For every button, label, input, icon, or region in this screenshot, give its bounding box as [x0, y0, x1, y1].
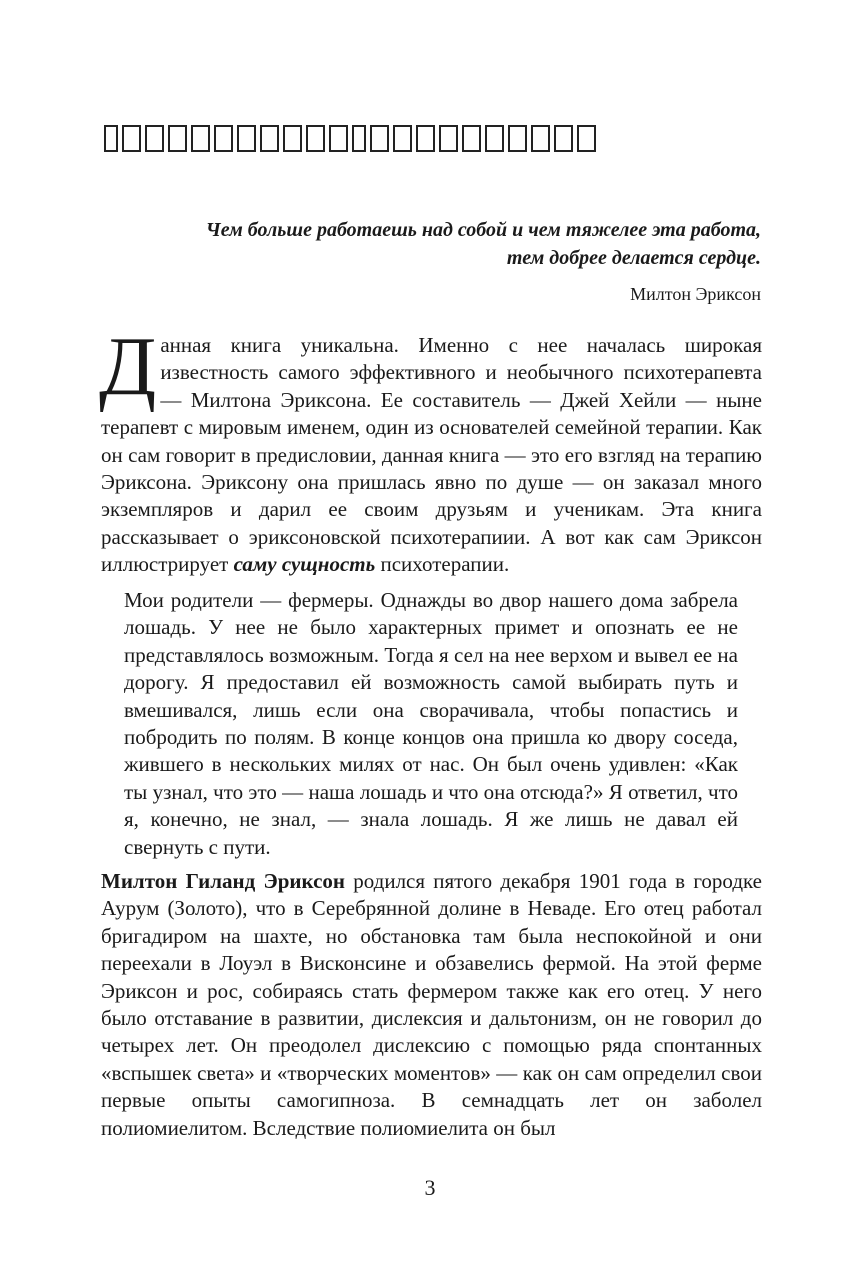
missing-glyph-box — [306, 125, 325, 152]
missing-glyph-box — [237, 125, 256, 152]
missing-glyph-box — [122, 125, 141, 152]
quote-block: Мои родители — фермеры. Однажды во двор нашего дома забрела лошадь. У нее не было характерных примет и опознать ее не представлялось возможным. Тогда я сел на нее верхом и вывел ее на дорогу. Я предоставил ей возможность самой выбирать путь и вмешивался, лишь если она сворачивала, чтобы попастись и побродить по полям. В конце концов она пришла ко двору соседа, жившего в нескольких милях от нас. Он был очень удивлен: «Как ты узнал, что это — наша лошадь и что она отсюда?» Я ответил, что я, конечно, не знал, — знала лошадь. Я же лишь не давал ей свернуть с пути. — [124, 588, 738, 859]
intro-paragraph — [99, 320, 762, 579]
epigraph-author: Милтон Эриксон — [630, 284, 761, 304]
missing-glyph-box — [531, 125, 550, 152]
missing-glyph-box — [283, 125, 302, 152]
missing-glyph-box — [352, 125, 366, 152]
missing-glyph-box — [329, 125, 348, 152]
missing-glyph-box — [370, 125, 389, 152]
epigraph-quote — [121, 216, 761, 272]
missing-glyph-box — [416, 125, 435, 152]
missing-glyph-box — [104, 125, 118, 152]
missing-glyph-box — [191, 125, 210, 152]
biography-name: Милтон Гиланд Эриксон — [101, 869, 346, 893]
intro-text-end: психотерапии. — [375, 552, 510, 577]
chapter-heading-missing-glyphs — [104, 122, 600, 152]
missing-glyph-box — [462, 125, 481, 152]
epigraph-quote-line-2: тем добрее делается сердце. — [506, 247, 761, 269]
biography-text: родился пятого декабря 1901 года в городке Аурум (Золото), что в Серебрянной долине в Неваде. Его отец работал бригадиром на шахте, но обстановка там была неспокойной и они переехали в Лоуэл в Висконсине и обзавелись фермой. На этой ферме Эриксон и рос, собираясь стать фермером также как его отец. У него было отставание в развитии, дислексия и дальтонизм, он не говорил до четырех лет. Он преодолел дислексию с помощью ряда спонтанных «вспышек света» и «творческих моментов» — как он сам определил свои первые опыты самогипноза. В семнадцать лет он заболел полиомиелитом. Вследствие полиомиелита он был — [101, 869, 763, 1140]
intro-text: анная книга уникальна. Именно с нее началась широкая известность самого эффективного и необычного психотерапевта — Милтона Эриксона. Ее составитель — Джей Хейли — ныне терапевт с мировым именем, один из основателей семейной терапии. Как он сам говорит в предисловии, данная книга — это его взгляд на терапию Эриксона. Эриксону она пришлась явно по душе — он заказал много экземпляров и дарил ее своим друзьям и ученикам. Эта книга рассказывает о эриксоновской психотерапиии. А вот как сам Эриксон иллюстрирует — [101, 333, 762, 577]
missing-glyph-box — [145, 125, 164, 152]
biography-paragraph — [101, 868, 762, 1142]
missing-glyph-box — [508, 125, 527, 152]
missing-glyph-box — [168, 125, 187, 152]
missing-glyph-box — [485, 125, 504, 152]
missing-glyph-box — [214, 125, 233, 152]
missing-glyph-box — [577, 125, 596, 152]
intro-emphasis: саму сущность — [233, 552, 376, 577]
missing-glyph-box — [393, 125, 412, 152]
page-number: 3 — [424, 1175, 436, 1200]
missing-glyph-box — [554, 125, 573, 152]
drop-cap: Д — [99, 320, 157, 413]
epigraph — [121, 216, 761, 307]
epigraph-quote-line-1: Чем больше работаешь над собой и чем тяжелее эта работа, — [205, 219, 761, 241]
missing-glyph-box — [439, 125, 458, 152]
missing-glyph-box — [260, 125, 279, 152]
